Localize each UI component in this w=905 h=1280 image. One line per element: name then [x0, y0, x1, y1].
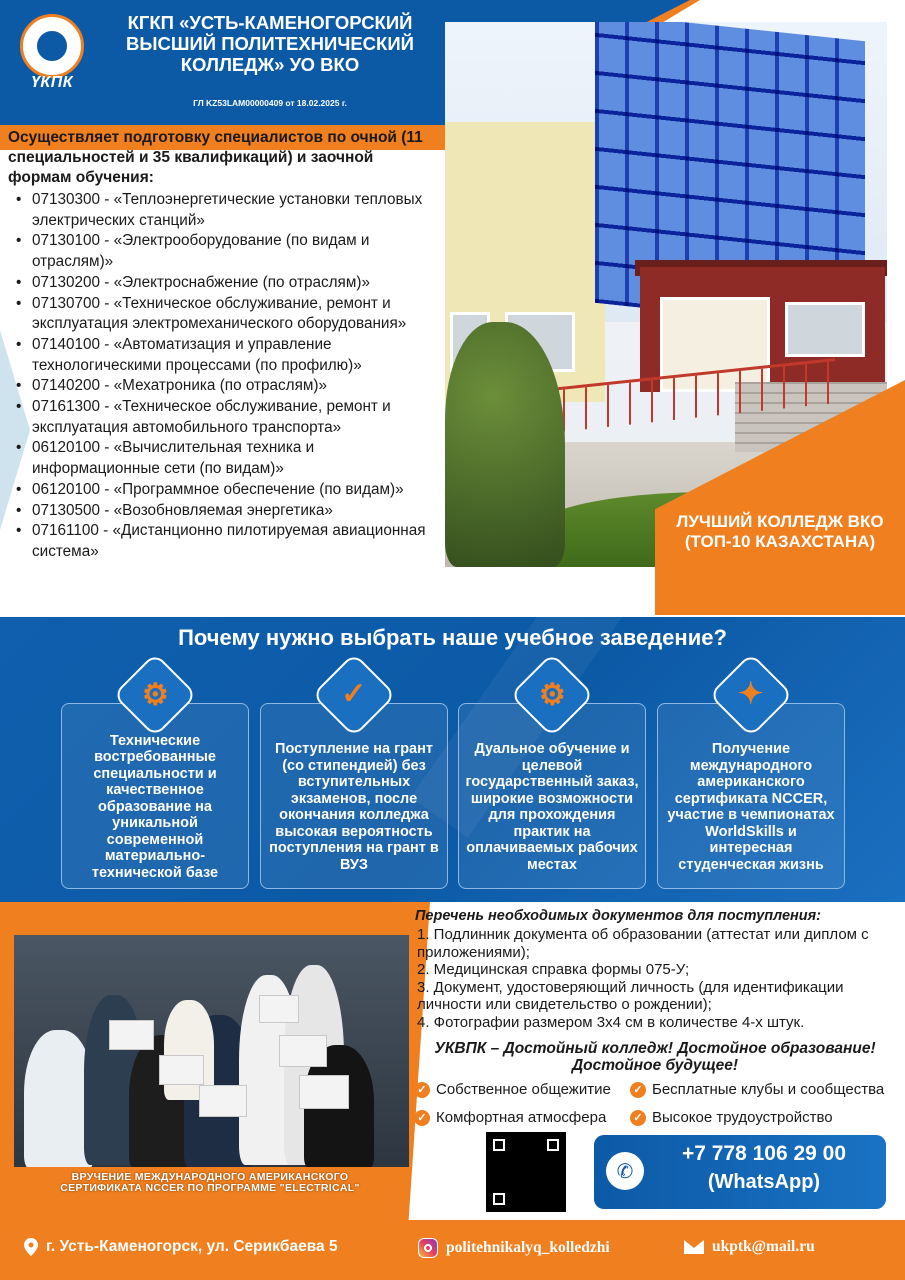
- list-item: 2. Медицинская справка формы 075-У;: [417, 961, 690, 978]
- list-item: • 07130300 - «Теплоэнергетические установки тепловых электрических станций»: [14, 190, 444, 231]
- qr-code[interactable]: [484, 1130, 568, 1214]
- phone-icon: ✆: [606, 1152, 644, 1190]
- footer-instagram[interactable]: politehnikalyq_kolledzhi: [418, 1238, 610, 1258]
- check-icon: ✓: [630, 1082, 646, 1098]
- list-item: 3. Документ, удостоверяющий личность (для идентификации личности или свидетельство о рождении);: [417, 978, 844, 1013]
- best-college-label: ЛУЧШИЙ КОЛЛЕДЖ ВКО (ТОП-10 КАЗАХСТАНА): [676, 512, 884, 551]
- list-item: 4. Фотографии размером 3х4 см в количестве 4-х штук.: [417, 1013, 805, 1031]
- reason-card: Технические востребованные специальности и качественное образование на уникальной современной материально-технической базе: [61, 703, 249, 889]
- footer-email[interactable]: ukptk@mail.ru: [684, 1238, 815, 1256]
- documents-title: Перечень необходимых документов для поступления:: [415, 908, 821, 924]
- group-photo: [14, 935, 409, 1167]
- check-icon: ✓: [414, 1110, 430, 1126]
- list-item: 1. Подлинник документа об образовании (аттестат или диплом с приложениями);: [417, 926, 869, 961]
- check-icon: ✓: [630, 1110, 646, 1126]
- feature-item: ✓ Высокое трудоустройство: [630, 1109, 833, 1126]
- footer: [0, 1220, 905, 1280]
- list-item: • 07161100 - «Дистанционно пилотируемая авиационная система»: [14, 521, 444, 562]
- college-title: КГКП «УСТЬ-КАМЕНОГОРСКИЙ ВЫСШИЙ ПОЛИТЕХНИЧЕСКИЙ КОЛЛЕДЖ» УО ВКО: [126, 12, 414, 75]
- feature-item: ✓ Комфортная атмосфера: [414, 1109, 606, 1126]
- why-title: Почему нужно выбрать наше учебное заведение?: [178, 625, 727, 650]
- check-circle-icon: ✓: [312, 653, 397, 738]
- documents-list: [417, 926, 897, 1031]
- college-logo: [14, 14, 90, 94]
- feature-item: ✓ Собственное общежитие: [414, 1081, 611, 1098]
- reason-card: Поступление на грант (со стипендией) без вступительных экзаменов, после окончания колледжа высокая вероятность поступления на грант в ВУЗ: [260, 703, 448, 889]
- list-item: • 07130500 - «Возобновляемая энергетика»: [14, 501, 444, 522]
- reason-card: Получение международного американского сертификата NCCER, участие в чемпионатах WorldSkills и интересная студенческая жизнь: [657, 703, 845, 889]
- instagram-icon: [418, 1238, 438, 1258]
- photo-caption: ВРУЧЕНИЕ МЕЖДУНАРОДНОГО АМЕРИКАНСКОГО СЕРТИФИКАТА NCCER ПО ПРОГРАММЕ "ELECTRICAL": [60, 1171, 360, 1194]
- reason-card: Дуальное обучение и целевой государственный заказ, широкие возможности для прохождения практик на оплачиваемых рабочих местах: [458, 703, 646, 889]
- specialty-list: [14, 190, 444, 563]
- intro-text: Осуществляет подготовку специалистов по очной (11 специальностей и 35 квалификаций) и заочной формам обучения:: [8, 129, 423, 186]
- list-item: • 07130700 - «Техническое обслуживание, ремонт и эксплуатация электромеханического оборудования»: [14, 294, 444, 335]
- list-item: • 07130100 - «Электрооборудование (по видам и отраслям)»: [14, 231, 444, 272]
- footer-address: г. Усть-Каменогорск, ул. Серикбаева 5: [24, 1238, 338, 1256]
- whatsapp-label: (WhatsApp): [707, 1171, 821, 1193]
- list-item: • 07140100 - «Автоматизация и управление технологическими процессами (по профилю)»: [14, 335, 444, 376]
- list-item: • 06120100 - «Программное обеспечение (по видам)»: [14, 480, 444, 501]
- why-choose-section: [0, 617, 905, 902]
- license-number: ГЛ KZ53LAM00000409 от 18.02.2025 г.: [193, 98, 347, 108]
- list-item: • 07140200 - «Мехатроника (по отраслям)»: [14, 376, 444, 397]
- location-pin-icon: [24, 1238, 38, 1256]
- gear-hand-icon: ⚙: [113, 653, 198, 738]
- list-item: • 07130200 - «Электроснабжение (по отраслям)»: [14, 273, 444, 294]
- logo-emblem-icon: [20, 14, 84, 78]
- check-icon: ✓: [414, 1082, 430, 1098]
- phone-button[interactable]: [594, 1135, 886, 1209]
- feature-item: ✓ Бесплатные клубы и сообщества: [630, 1081, 884, 1098]
- mail-icon: [684, 1240, 704, 1254]
- slogan: УКВПК – Достойный колледж! Достойное образование! Достойное будущее!: [434, 1040, 876, 1074]
- gears-icon: ⚙: [510, 653, 595, 738]
- phone-number: +7 778 106 29 00: [681, 1142, 847, 1165]
- list-item: • 06120100 - «Вычислительная техника и информационные сети (по видам)»: [14, 438, 444, 479]
- logo-text: ҮКПК: [30, 74, 74, 91]
- lightbulb-icon: ✦: [709, 653, 794, 738]
- list-item: • 07161300 - «Техническое обслуживание, ремонт и эксплуатация автомобильного транспорта»: [14, 397, 444, 438]
